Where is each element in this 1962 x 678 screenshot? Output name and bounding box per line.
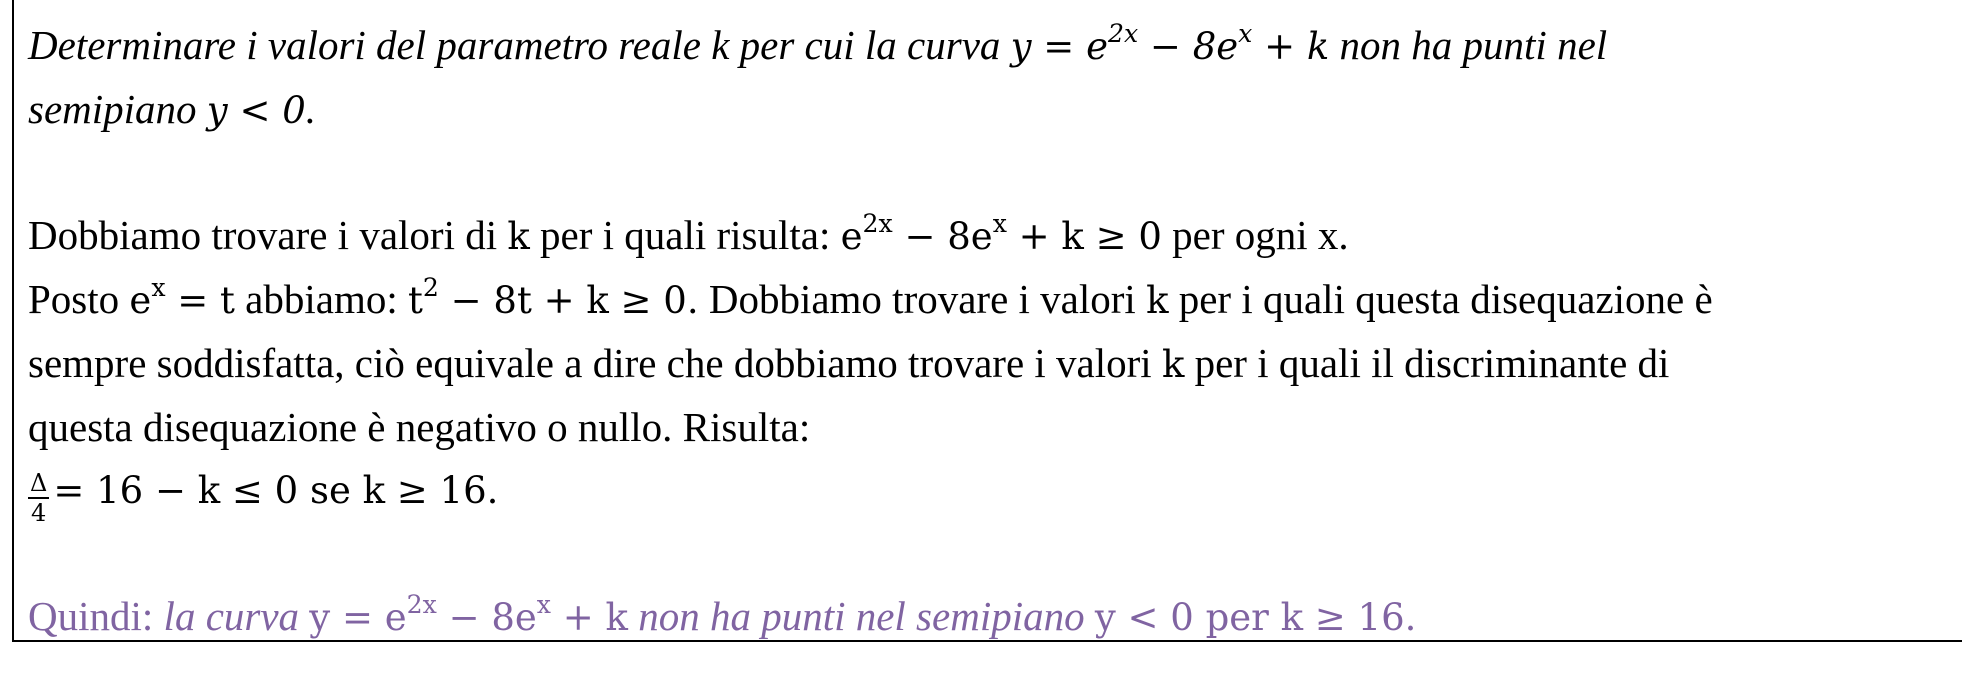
blank-line — [28, 523, 1928, 585]
conclusion-label: Quindi: — [28, 592, 154, 639]
discriminant-condition: = 16 − k ≤ 0 se k ≥ 16. — [53, 469, 499, 512]
parameter-k: k — [1146, 279, 1169, 322]
problem-text: Determinare i valori del parametro reale k per cui la curva — [28, 22, 1001, 68]
parameter-k: k — [1161, 343, 1185, 386]
blank-line — [28, 142, 1928, 204]
inequality: $e^{2x} - 8e^x + k \ge 0$ — [840, 208, 1162, 258]
final-answer: y < 0 per k ≥ 16. — [1094, 595, 1417, 639]
parameter-k: k — [507, 215, 530, 258]
solution-line-3: sempre soddisfatta, ciò equivale a dire che dobbiamo trovare i valori k per i quali il discriminante di — [28, 340, 1670, 386]
document-content — [28, 14, 1928, 649]
half-plane-condition: y < 0 — [206, 89, 306, 132]
solution-line-5 — [28, 458, 1928, 527]
delta-over-four-fraction: $\frac{\Delta}{4}$ — [30, 468, 48, 527]
problem-statement-line-1 — [28, 14, 1928, 78]
substitution: $e^x = t$ — [129, 272, 235, 322]
solution-line-4: questa disequazione è negativo o nullo. Risulta: — [28, 404, 811, 450]
problem-text-end: non ha punti nel — [1339, 22, 1608, 68]
conclusion-line: Quindi: la curva $y = e^{2x} - 8e^x + k$ non ha punti nel semipiano y < 0 per k ≥ 16. — [28, 589, 1417, 639]
problem-text: semipiano — [28, 86, 197, 132]
problem-statement-line-2: semipiano y < 0. — [28, 86, 317, 132]
solution-line-2: Posto $e^x = t$ abbiamo: $t^2 - 8t + k \ge 0$. Dobbiamo trovare i valori k per i quali questa disequazione è — [28, 272, 1713, 322]
quadratic-inequality: $t^2 - 8t + k \ge 0$. — [407, 272, 699, 322]
curve-equation: $y = e^{2x} - 8e^x + k$ — [1010, 18, 1330, 68]
curve-equation: $y = e^{2x} - 8e^x + k$ — [309, 589, 628, 639]
solution-line-1: Dobbiamo trovare i valori di k per i quali risulta: $e^{2x} - 8e^x + k \ge 0$ per ogni x. — [28, 208, 1349, 258]
